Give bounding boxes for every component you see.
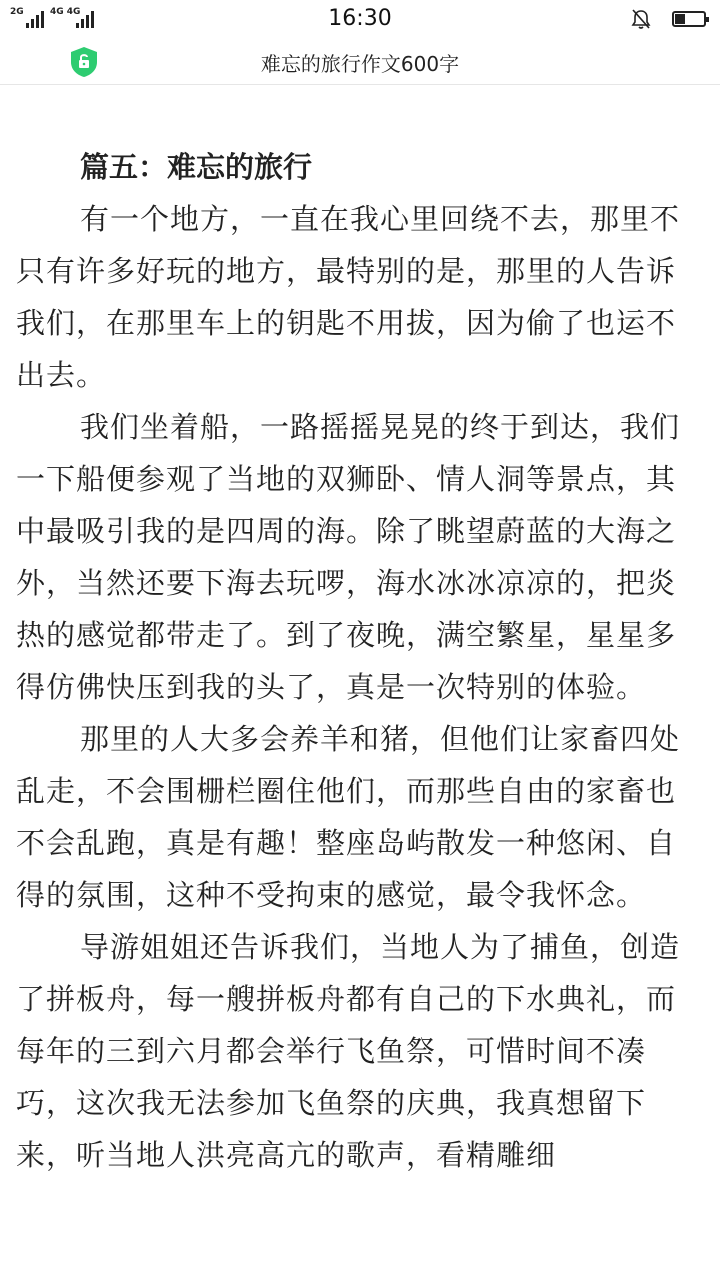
- sim1-label: 2G: [10, 7, 24, 17]
- article-body: [16, 141, 688, 1181]
- battery-level-fill: [675, 14, 685, 24]
- article-paragraph: 我们坐着船，一路摇摇晃晃的终于到达，我们一下船便参观了当地的双狮卧、情人洞等景点，其中最吸引我的是四周的海。除了眺望蔚蓝的大海之外，当然还要下海去玩啰，海水冰冰凉凉的，把炎热的感觉都带走了。到了夜晚，满空繁星，星星多得仿佛快压到我的头了，真是一次特别的体验。: [16, 410, 681, 704]
- sim2-label: 4G 4G: [50, 7, 81, 17]
- status-time: 16:30: [328, 6, 392, 31]
- title-bar: [0, 40, 720, 85]
- page-title: 难忘的旅行作文600字: [260, 52, 460, 76]
- article-heading: 篇五：难忘的旅行: [80, 150, 313, 184]
- battery-icon: [672, 11, 706, 27]
- mute-bell-icon: [630, 8, 652, 30]
- article-paragraph: 导游姐姐还告诉我们，当地人为了捕鱼，创造了拼板舟，每一艘拼板舟都有自己的下水典礼，而每年的三到六月都会举行飞鱼祭，可惜时间不凑巧，这次我无法参加飞鱼祭的庆典，我真想留下来，听当地人洪亮高亢的歌声，看精雕细: [16, 930, 681, 1172]
- status-bar: [0, 0, 720, 40]
- article-paragraph: 那里的人大多会养羊和猪，但他们让家畜四处乱走，不会围栅栏圈住他们，而那些自由的家畜也不会乱跑，真是有趣！整座岛屿散发一种悠闲、自得的氛围，这种不受拘束的感觉，最令我怀念。: [16, 722, 681, 912]
- article-paragraph: 有一个地方，一直在我心里回绕不去，那里不只有许多好玩的地方，最特别的是，那里的人告诉我们，在那里车上的钥匙不用拔，因为偷了也运不出去。: [16, 202, 681, 392]
